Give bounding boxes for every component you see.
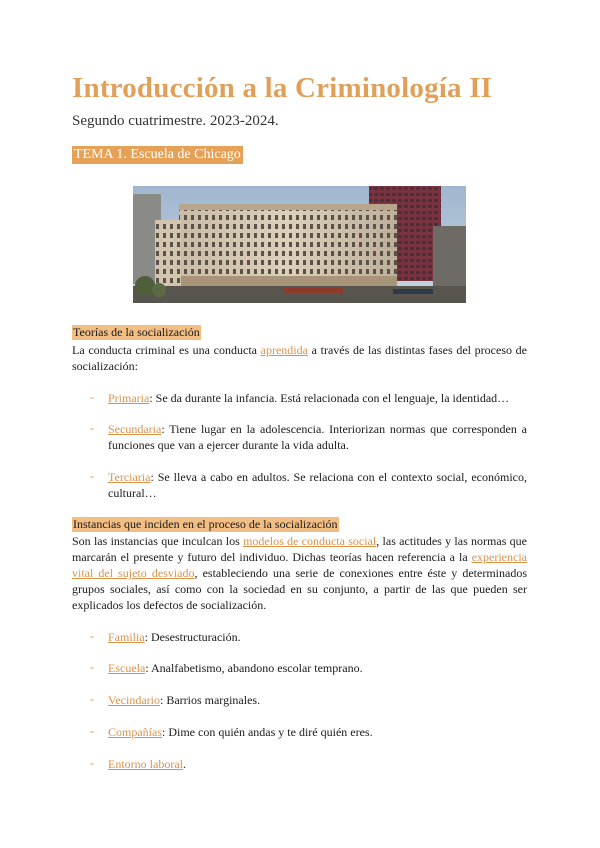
list-bullet: - <box>90 724 94 738</box>
document-subtitle: Segundo cuatrimestre. 2023-2024. <box>72 113 279 129</box>
list-bullet: - <box>90 660 94 674</box>
term-entorno-laboral[interactable]: Entorno laboral <box>108 757 183 771</box>
list-item-secundaria: Secundaria: Tiene lugar en la adolescencia. Interiorizan normas que corresponden a funciones que van a ejercer durante la vida adulta. <box>108 422 527 452</box>
section2-intro: Son las instancias que inculcan los modelos de conducta social, las actitudes y las normas que marcarán el presente y futuro del individuo. Dichas teorías hacen referencia a la experiencia vital del sujeto desviado, estableciendo una serie de conexiones entre éste y determinados grupos sociales, así como con la sociedad en su conjunto, a partir de las que pueden ser explicados los defectos de socialización. <box>72 534 527 612</box>
list-bullet: - <box>90 390 94 404</box>
list-item-familia: Familia: Desestructuración. <box>108 630 241 644</box>
topic-heading: TEMA 1. Escuela de Chicago <box>74 147 241 162</box>
section-heading-socialization-instances: Instancias que inciden en el proceso de la socialización <box>73 517 338 531</box>
document-title: Introducción a la Criminología II <box>72 72 493 104</box>
list-item-entorno-laboral: Entorno laboral. <box>108 757 186 771</box>
term-escuela[interactable]: Escuela <box>108 661 146 675</box>
list-item-terciaria: Terciaria: Se lleva a cabo en adultos. Se relaciona con el contexto social, económico, cultural… <box>108 470 527 500</box>
list-bullet: - <box>90 756 94 770</box>
term-companias[interactable]: Compañías <box>108 725 162 739</box>
list-bullet: - <box>90 421 94 435</box>
term-vecindario[interactable]: Vecindario <box>108 693 160 707</box>
term-secundaria[interactable]: Secundaria <box>108 422 162 436</box>
term-terciaria[interactable]: Terciaria <box>108 470 151 484</box>
list-item-escuela: Escuela: Analfabetismo, abandono escolar temprano. <box>108 661 363 675</box>
section1-intro: La conducta criminal es una conducta aprendida a través de las distintas fases del proceso de socialización: <box>72 343 527 373</box>
link-aprendida[interactable]: aprendida <box>260 343 308 357</box>
list-bullet: - <box>90 692 94 706</box>
term-primaria[interactable]: Primaria <box>108 391 150 405</box>
term-familia[interactable]: Familia <box>108 630 145 644</box>
list-bullet: - <box>90 629 94 643</box>
building-photo <box>133 186 466 303</box>
list-bullet: - <box>90 469 94 483</box>
list-item-companias: Compañías: Dime con quién andas y te diré quién eres. <box>108 725 373 739</box>
link-modelos-conducta[interactable]: modelos de conducta social <box>243 534 377 548</box>
section-heading-socialization-theories: Teorías de la socialización <box>73 325 200 339</box>
list-item-primaria: Primaria: Se da durante la infancia. Está relacionada con el lenguaje, la identidad… <box>108 391 510 405</box>
list-item-vecindario: Vecindario: Barrios marginales. <box>108 693 261 707</box>
link-experiencia-vital[interactable]: experiencia vital del sujeto desviado <box>72 550 527 580</box>
